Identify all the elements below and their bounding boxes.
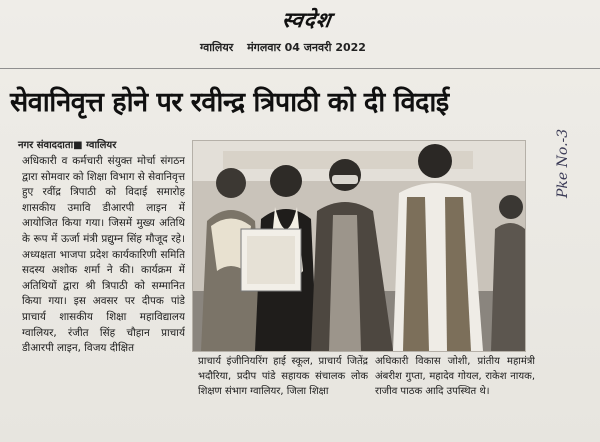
article-byline: नगर संवाददाता■ ग्वालियर: [18, 140, 117, 151]
dateline-date: मंगलवार 04 जनवरी 2022: [247, 41, 366, 54]
certificate: [241, 229, 301, 291]
article-body-left-column: अधिकारी व कर्मचारी संयुक्त मोर्चा संगठन द्वारा सोमवार को शिक्षा विभाग से सेवानिवृत्त हुए रवींद्र त्रिपाठी को विदाई समारोह शासकीय उमावि डीआरपी लाइन में आयोजित किया गया। जिसमें मुख्य अतिथि के रूप में ऊर्जा मंत्री प्रद्युम्न सिंह मौजूद रहे। अध्यक्षता भाजपा प्रदेश कार्यकारिणी समिति सदस्य अशोक शर्मा ने की। कार्यक्रम में अतिथियों द्वारा श्री त्रिपाठी को सम्मानित किया गया। इस अवसर पर दीपक पांडे प्राचार्य शासकीय शिक्षा महाविद्यालय ग्वालियर, रंजीत सिंह चौहान प्राचार्य डीआरपी लाइन, विजय दीक्षित: [22, 155, 185, 355]
header-rule: [0, 68, 600, 69]
handwritten-note: Pke No.-3: [555, 128, 571, 198]
article-body-bottom-column-2: अधिकारी विकास जोशी, प्रांतीय महामंत्री अंबरीश गुप्ता, महादेव गोयल, राकेश नायक, राजीव पाठक आदि उपस्थित थे।: [375, 356, 535, 397]
photo-illustration: [193, 141, 525, 351]
dateline: [200, 40, 390, 56]
newspaper-masthead: स्वदेश: [280, 7, 334, 32]
event-photograph: [192, 140, 526, 352]
article-body-bottom-column-1: प्राचार्य इंजीनियरिंग हाई स्कूल, प्राचार्य जितेंद्र भदौरिया, प्रदीप पांडे सहायक संचालक लोक शिक्षण संभाग ग्वालियर, जिला शिक्षा: [198, 356, 368, 397]
article-headline: सेवानिवृत्त होने पर रवीन्द्र त्रिपाठी को दी विदाई: [10, 87, 449, 118]
dateline-city: ग्वालियर: [200, 41, 234, 54]
